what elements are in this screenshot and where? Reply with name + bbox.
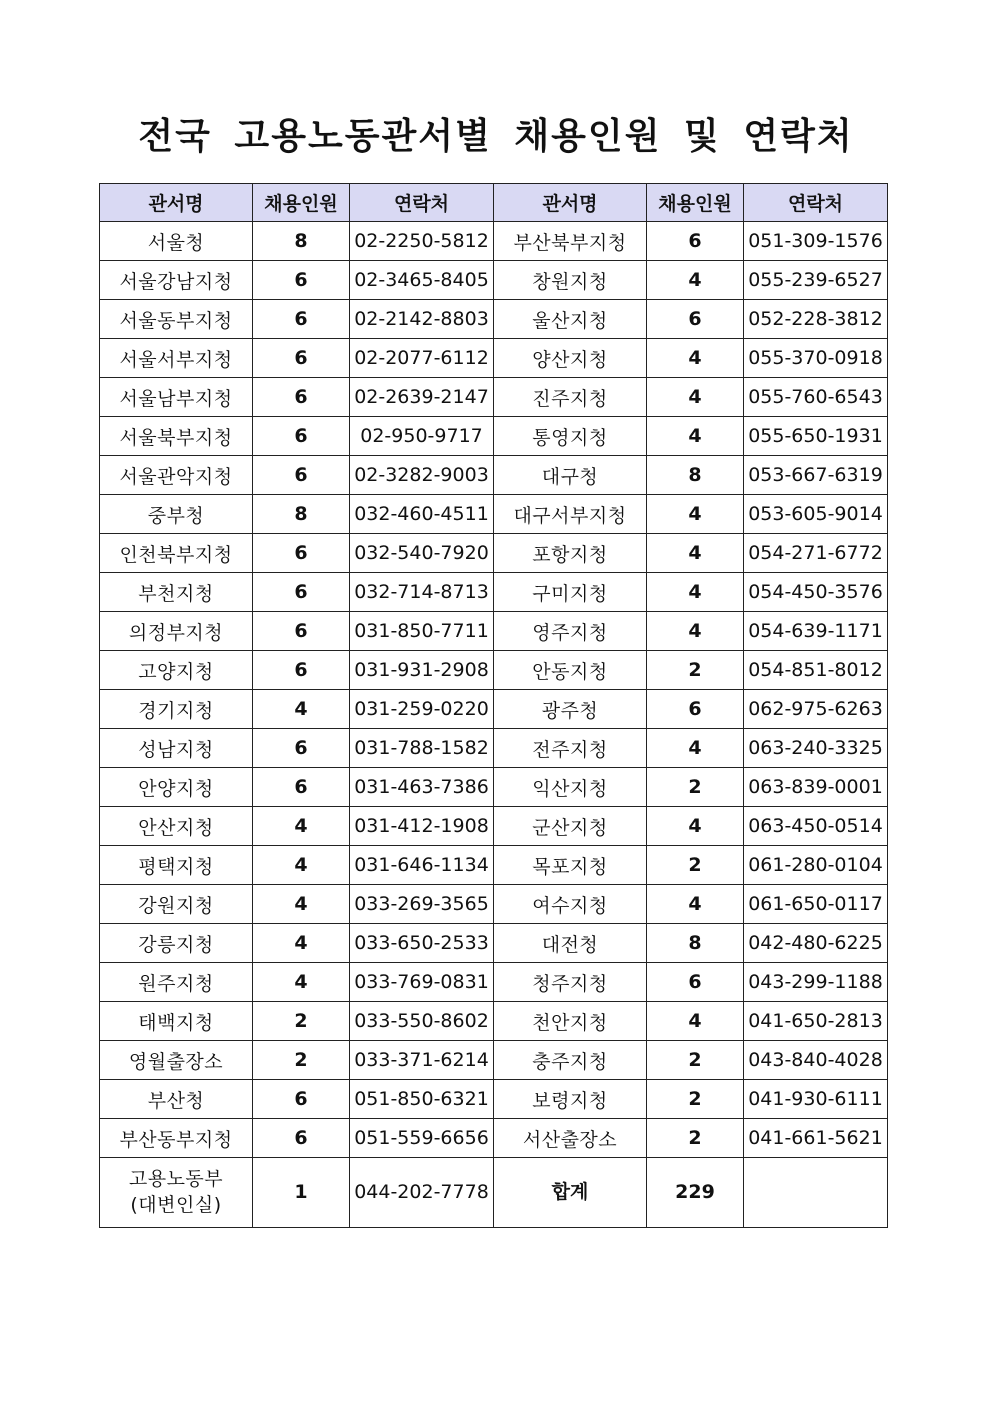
table-row [100,807,888,846]
header-hire-count-right: 채용인원 [647,184,744,222]
contact-phone-right: 062-975-6263 [744,690,888,729]
office-name-right: 전주지청 [494,729,647,768]
hire-count-right: 4 [647,612,744,651]
office-name-right: 대구서부지청 [494,495,647,534]
hire-count-left: 6 [253,651,350,690]
contact-phone-right: 054-271-6772 [744,534,888,573]
contact-phone-right: 054-851-8012 [744,651,888,690]
table-row [100,1041,888,1080]
contact-phone-left: 051-850-6321 [350,1080,494,1119]
contact-phone-left: 031-412-1908 [350,807,494,846]
office-name-line2: (대변인실) [130,1193,222,1216]
hire-count-left: 6 [253,573,350,612]
hire-count-left: 4 [253,885,350,924]
office-name-right: 대구청 [494,456,647,495]
table-row [100,378,888,417]
table-row [100,1080,888,1119]
office-name-right: 천안지청 [494,1002,647,1041]
contact-phone-right: 041-930-6111 [744,1080,888,1119]
table-row [100,885,888,924]
contact-phone-right: 051-309-1576 [744,222,888,261]
hire-count-right: 4 [647,417,744,456]
contact-phone-left: 032-714-8713 [350,573,494,612]
contact-phone-right: 054-450-3576 [744,573,888,612]
table-row [100,1119,888,1158]
office-name-right: 서산출장소 [494,1119,647,1158]
hire-count-left: 6 [253,261,350,300]
hire-count-right: 4 [647,495,744,534]
hire-count-left: 2 [253,1041,350,1080]
contact-phone-left: 031-463-7386 [350,768,494,807]
hire-count-left: 6 [253,534,350,573]
table-row [100,846,888,885]
hire-count-left: 8 [253,222,350,261]
office-name-left: 부산청 [100,1080,253,1119]
office-name-right: 영주지청 [494,612,647,651]
header-office-name-left: 관서명 [100,184,253,222]
hire-count-right: 2 [647,1041,744,1080]
hire-count-right: 6 [647,300,744,339]
office-name-right: 익산지청 [494,768,647,807]
hire-count-left: 6 [253,1119,350,1158]
contact-phone-right: 041-650-2813 [744,1002,888,1041]
hire-count-left: 4 [253,807,350,846]
office-name-right: 울산지청 [494,300,647,339]
contact-phone-left: 033-371-6214 [350,1041,494,1080]
contact-phone-left: 051-559-6656 [350,1119,494,1158]
table-row [100,651,888,690]
office-name-left: 서울남부지청 [100,378,253,417]
hire-count-right: 2 [647,1080,744,1119]
header-hire-count-left: 채용인원 [253,184,350,222]
empty-cell [744,1158,888,1228]
contact-phone-right: 043-840-4028 [744,1041,888,1080]
contact-phone-right: 061-650-0117 [744,885,888,924]
contact-phone-right: 053-605-9014 [744,495,888,534]
office-name-left: 중부청 [100,495,253,534]
hire-count-left: 4 [253,690,350,729]
table-row [100,1002,888,1041]
page-title: 전국 고용노동관서별 채용인원 및 연락처 [138,116,854,157]
hire-count-left: 4 [253,924,350,963]
office-name-left: 서울북부지청 [100,417,253,456]
contact-phone-left: 02-2142-8803 [350,300,494,339]
contact-phone-left: 032-460-4511 [350,495,494,534]
hire-count-left: 6 [253,768,350,807]
header-office-name-right: 관서명 [494,184,647,222]
hire-count-right: 4 [647,729,744,768]
hire-count-right: 4 [647,534,744,573]
contact-phone-right: 041-661-5621 [744,1119,888,1158]
contact-phone-left: 031-850-7711 [350,612,494,651]
table-row [100,573,888,612]
office-name [100,1158,253,1228]
hire-count-right: 4 [647,573,744,612]
office-name-left: 서울청 [100,222,253,261]
office-name-right: 군산지청 [494,807,647,846]
hire-count-left: 6 [253,729,350,768]
table-row [100,495,888,534]
office-name-left: 영월출장소 [100,1041,253,1080]
contact-phone-left: 02-3465-8405 [350,261,494,300]
contact-phone-left: 031-646-1134 [350,846,494,885]
office-name-left: 부천지청 [100,573,253,612]
hire-count-left: 6 [253,339,350,378]
hire-count-right: 4 [647,261,744,300]
hire-count-right: 6 [647,690,744,729]
contact-phone-right: 055-239-6527 [744,261,888,300]
hire-count-left: 6 [253,456,350,495]
office-name-right: 보령지청 [494,1080,647,1119]
table-row [100,768,888,807]
office-name-left: 부산동부지청 [100,1119,253,1158]
office-name-right: 양산지청 [494,339,647,378]
contact-phone-left: 02-3282-9003 [350,456,494,495]
hire-count-right: 2 [647,768,744,807]
office-name-right: 진주지청 [494,378,647,417]
contact-phone-left: 033-550-8602 [350,1002,494,1041]
hire-count-left: 6 [253,378,350,417]
header-contact-right: 연락처 [744,184,888,222]
table-header-row [100,184,888,222]
contact-phone-right: 042-480-6225 [744,924,888,963]
total-value: 229 [647,1158,744,1228]
table-row [100,222,888,261]
office-name-left: 강릉지청 [100,924,253,963]
office-name-right: 창원지청 [494,261,647,300]
office-name-left: 태백지청 [100,1002,253,1041]
table-row [100,417,888,456]
hire-count-right: 2 [647,846,744,885]
office-name-left: 의정부지청 [100,612,253,651]
table-row-last [100,1158,888,1228]
contact-phone-left: 02-2639-2147 [350,378,494,417]
contact-phone-left: 031-788-1582 [350,729,494,768]
hire-count-right: 8 [647,456,744,495]
contact-phone-right: 063-450-0514 [744,807,888,846]
contact-phone-left: 02-2077-6112 [350,339,494,378]
table-row [100,456,888,495]
contact-phone-right: 061-280-0104 [744,846,888,885]
hire-count-right: 8 [647,924,744,963]
office-name-left: 서울관악지청 [100,456,253,495]
table-row [100,924,888,963]
hire-count-right: 6 [647,222,744,261]
contact-phone-left: 033-769-0831 [350,963,494,1002]
hire-count-right: 4 [647,885,744,924]
office-name-left: 안양지청 [100,768,253,807]
hire-count-right: 2 [647,651,744,690]
office-name-right: 광주청 [494,690,647,729]
total-label: 합계 [494,1158,647,1228]
hire-count-right: 2 [647,1119,744,1158]
office-name-left: 인천북부지청 [100,534,253,573]
office-table [99,183,888,1228]
office-name-left: 강원지청 [100,885,253,924]
office-name-right: 구미지청 [494,573,647,612]
contact-phone-right: 055-650-1931 [744,417,888,456]
office-name-left: 평택지청 [100,846,253,885]
office-name-left: 성남지청 [100,729,253,768]
office-name-left: 원주지청 [100,963,253,1002]
hire-count-left: 2 [253,1002,350,1041]
contact-phone-right: 053-667-6319 [744,456,888,495]
hire-count-right: 6 [647,963,744,1002]
table-row [100,963,888,1002]
hire-count-right: 4 [647,1002,744,1041]
contact-phone-left: 033-650-2533 [350,924,494,963]
hire-count: 1 [253,1158,350,1228]
office-name-right: 여수지청 [494,885,647,924]
table-row [100,534,888,573]
office-name-right: 대전청 [494,924,647,963]
hire-count-right: 4 [647,807,744,846]
header-contact-left: 연락처 [350,184,494,222]
table-row [100,339,888,378]
contact-phone-right: 055-370-0918 [744,339,888,378]
contact-phone-left: 033-269-3565 [350,885,494,924]
office-name-right: 부산북부지청 [494,222,647,261]
hire-count-left: 6 [253,1080,350,1119]
office-name-left: 서울서부지청 [100,339,253,378]
contact-phone: 044-202-7778 [350,1158,494,1228]
hire-count-left: 6 [253,417,350,456]
contact-phone-right: 052-228-3812 [744,300,888,339]
contact-phone-right: 055-760-6543 [744,378,888,417]
table-row [100,612,888,651]
hire-count-left: 6 [253,300,350,339]
contact-phone-right: 054-639-1171 [744,612,888,651]
contact-phone-right: 063-240-3325 [744,729,888,768]
contact-phone-right: 063-839-0001 [744,768,888,807]
hire-count-left: 8 [253,495,350,534]
contact-phone-left: 032-540-7920 [350,534,494,573]
contact-phone-left: 02-2250-5812 [350,222,494,261]
table-row [100,690,888,729]
office-name-left: 안산지청 [100,807,253,846]
contact-phone-right: 043-299-1188 [744,963,888,1002]
table-row [100,729,888,768]
office-name-left: 경기지청 [100,690,253,729]
hire-count-left: 4 [253,963,350,1002]
office-name-right: 목포지청 [494,846,647,885]
office-name-right: 안동지청 [494,651,647,690]
hire-count-right: 4 [647,378,744,417]
office-name-right: 청주지청 [494,963,647,1002]
table-row [100,300,888,339]
office-name-right: 포항지청 [494,534,647,573]
contact-phone-left: 02-950-9717 [350,417,494,456]
office-name-left: 서울동부지청 [100,300,253,339]
office-name-left: 서울강남지청 [100,261,253,300]
office-name-line1: 고용노동부 [128,1167,224,1190]
contact-phone-left: 031-931-2908 [350,651,494,690]
hire-count-left: 6 [253,612,350,651]
contact-phone-left: 031-259-0220 [350,690,494,729]
hire-count-left: 4 [253,846,350,885]
hire-count-right: 4 [647,339,744,378]
table-row [100,261,888,300]
office-name-left: 고양지청 [100,651,253,690]
office-name-right: 충주지청 [494,1041,647,1080]
office-name-right: 통영지청 [494,417,647,456]
